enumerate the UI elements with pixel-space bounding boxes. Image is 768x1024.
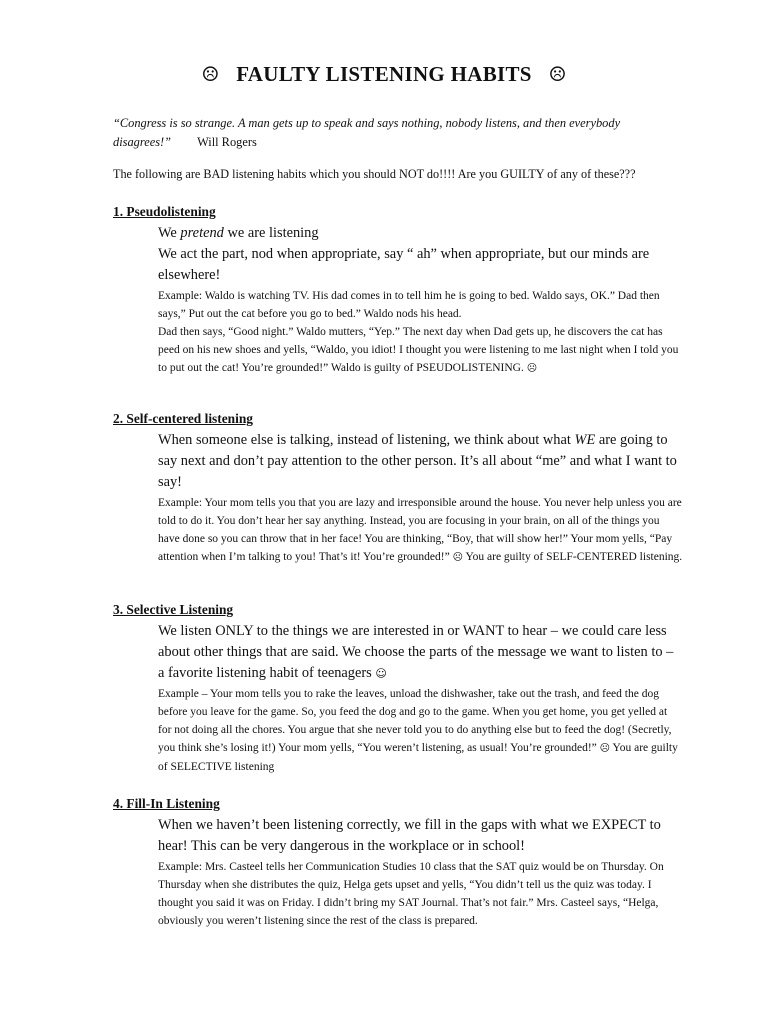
smiley-face-icon: ☺ [375,667,387,680]
quote [113,114,673,152]
section-selective-listening [113,601,683,776]
example-text: Dad then says, “Good night.” Waldo mutters, “Yep.” The next day when Dad gets up, he discovers the cat has peed on his new shoes and yells, “Waldo, you idiot! I thought you were listening to me last night when I told you to put out the cat! You’re grounded!” Waldo is guilty of PSEUDOLISTENING. [158,326,679,374]
section-lead [158,621,683,684]
section-body [158,621,683,776]
section-example [158,323,683,378]
example-text: You are guilty of SELF-CENTERED listening. [463,551,683,563]
lead-emphasis: pretend [180,225,224,241]
section-heading: 3. Selective Listening [113,602,234,617]
lead-text: are going to say next and don’t pay attention to the other person. It’s all about “me” and what I want to say! [158,432,677,490]
section-heading: 2. Self-centered listening [113,411,253,426]
intro-text: The following are BAD listening habits which you should NOT do!!!! Are you GUILTY of any of these??? [113,167,636,181]
quote-text: “Congress is so strange. A man gets up to speak and says nothing, nobody listens, and then everybody disagrees!” [113,116,621,149]
sad-face-icon: ☹ [548,64,567,86]
section-example [158,685,683,776]
example-text: Example: Your mom tells you that you are lazy and irresponsible around the house. You never help unless you are told to do it. You don’t hear her say anything. Instead, you are focusing in your brain, on all of the things you have done so you can throw that in her face! You are thinking, “Boy, that will show her!” Your mom yells, “Pay attention when I’m talking to you! That’s it! You’re grounded!” [158,497,682,563]
sad-face-icon: ☹ [599,743,611,754]
quote-author: Will Rogers [197,135,257,149]
section-example: Example: Mrs. Casteel tells her Communication Studies 10 class that the SAT quiz would be on Thursday. On Thursday when she distributes the quiz, Helga gets upset and yells, “You didn’t tell us the quiz was today. I thought you said it was on Friday. I didn’t bring my SAT Journal. That’s not fair.” Mrs. Casteel says, “Helga, obviously you weren’t listening since the rest of the class is prepared. [158,861,664,927]
sad-face-icon: ☹ [526,363,538,374]
example-text: Example – Your mom tells you to rake the leaves, unload the dishwasher, take out the trash, and feed the dog before you leave for the game. So, you feed the dog and go to the game. When you get home, you get yelled at for not doing all the chores. You argue that she never told you to do anything else but to feed the dog! (Secretly, you think she’s losing it!) Your mom yells, “You weren’t listening, as usual! You’re grounded!” [158,688,672,754]
section-body [158,815,683,930]
section-example [158,494,683,567]
sad-face-icon: ☹ [201,64,220,86]
section-body [158,223,683,378]
lead-text: We [158,225,181,241]
section-lead [158,430,683,493]
page-title [0,62,768,87]
section-lead [158,223,683,244]
example-text: You are guilty of SELECTIVE listening [158,742,678,773]
section-body [158,430,683,567]
section-lead: When we haven’t been listening correctly, we fill in the gaps with what we EXPECT to hear! This can be very dangerous in the workplace or in school! [158,817,661,854]
section-pseudolistening [113,203,683,378]
section-lead: We act the part, nod when appropriate, say “ ah” when appropriate, but our minds are elsewhere! [158,246,650,283]
section-fill-in-listening [113,795,683,930]
section-heading: 1. Pseudolistening [113,204,216,219]
lead-text: When someone else is talking, instead of listening, we think about what [158,432,575,448]
section-self-centered-listening [113,410,683,567]
lead-text: we are listening [223,225,319,241]
section-example: Example: Waldo is watching TV. His dad comes in to tell him he is going to bed. Waldo says, OK.” Dad then says,” Put out the cat before you go to bed.” Waldo nods his head. [158,290,660,320]
lead-emphasis: WE [574,432,596,448]
section-heading: 4. Fill-In Listening [113,796,220,811]
lead-text: We listen ONLY to the things we are interested in or WANT to hear – we could care less about other things that are said. We choose the parts of the message we want to listen to – a favorite listening habit of teenagers [158,623,674,681]
title-text: FAULTY LISTENING HABITS [236,62,532,86]
sad-face-icon: ☹ [452,552,464,563]
